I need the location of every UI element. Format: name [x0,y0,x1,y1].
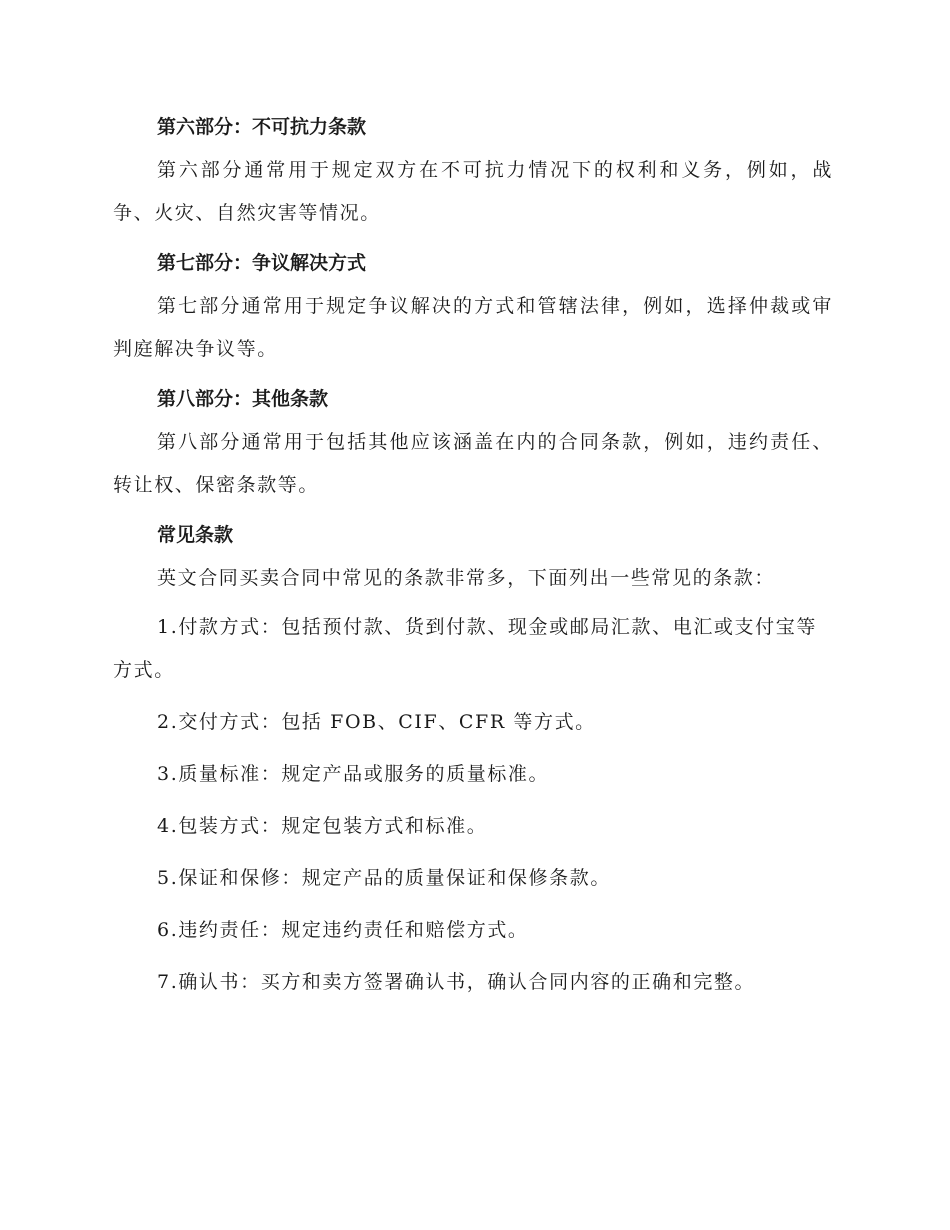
section-common-clauses [113,513,833,600]
section-paragraph: 英文合同买卖合同中常见的条款非常多，下面列出一些常见的条款： [157,567,776,589]
section-force-majeure [113,105,833,235]
section-heading: 第六部分：不可抗力条款 [157,116,367,138]
section-paragraph: 第七部分通常用于规定争议解决的方式和管辖法律，例如，选择仲裁或审判庭解决争议等。 [113,295,833,360]
section-dispute-resolution [113,241,833,371]
common-clauses-list [113,606,833,1004]
list-item: 3.质量标准：规定产品或服务的质量标准。 [157,763,550,785]
section-paragraph: 第八部分通常用于包括其他应该涵盖在内的合同条款，例如，违约责任、转让权、保密条款等。 [113,431,833,496]
section-heading: 常见条款 [157,524,234,546]
list-item: 4.包装方式：规定包装方式和标准。 [157,815,488,837]
list-item: 2.交付方式：包括 FOB、CIF、CFR 等方式。 [157,711,596,733]
list-item: 7.确认书：买方和卖方签署确认书，确认合同内容的正确和完整。 [157,971,756,993]
document-body [113,105,833,1013]
list-item: 5.保证和保修：规定产品的质量保证和保修条款。 [157,867,611,889]
section-heading: 第七部分：争议解决方式 [157,252,367,274]
list-item: 6.违约责任：规定违约责任和赔偿方式。 [157,919,529,941]
section-paragraph: 第六部分通常用于规定双方在不可抗力情况下的权利和义务，例如，战争、火灾、自然灾害等情况。 [113,159,833,224]
section-heading: 第八部分：其他条款 [157,388,329,410]
section-other-clauses [113,377,833,507]
list-item: 1.付款方式：包括预付款、货到付款、现金或邮局汇款、电汇或支付宝等方式。 [113,616,817,681]
